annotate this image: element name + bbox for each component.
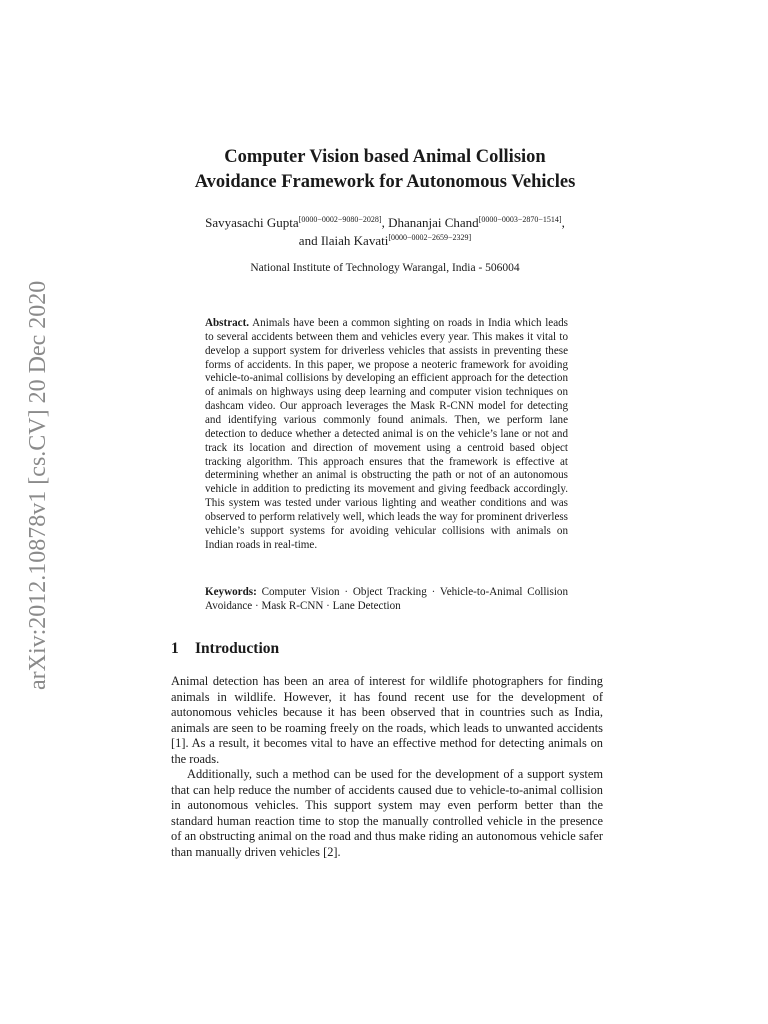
body-paragraph: Additionally, such a method can be used for the development of a support system that can help reduce the number of accidents caused due to vehicle-to-animal collision in autonomous vehicles. This support system may even perform better than the standard human reaction time to stop the manually controlled vehicle in the presence of an obstructing animal on the road and thus make riding an autonomous vehicle safer than manually driven vehicles [2]. [171,767,603,859]
paper-title [160,145,610,195]
arxiv-identifier-stamp: arXiv:2012.10878v1 [cs.CV] 20 Dec 2020 [25,280,51,690]
author-orcid: [0000−0002−9080−2028] [298,215,382,224]
affiliation: National Institute of Technology Warangal, India - 506004 [250,262,520,274]
title-line-1: Computer Vision based Animal Collision [224,147,546,167]
keywords-label: Keywords: [205,586,257,598]
body-paragraph: Animal detection has been an area of interest for wildlife photographers for finding animals in wildlife. However, it has found recent use for the development of autonomous vehicles because it has been observed that in countries such as India, animals are seen to be roaming freely on the roads, which leads to unwanted accidents [1]. As a result, it becomes vital to have an effective method for detecting animals on the roads. [171,674,603,766]
author-name: Savyasachi Gupta [205,215,299,230]
author-name: Dhananjai Chand [388,215,479,230]
abstract [205,317,568,553]
section-number: 1 [171,640,179,657]
abstract-text: Animals have been a common sighting on roads in India which leads to several accidents between them and vehicles every year. This makes it vital to develop a support system for driverless vehicles that assists in preventing these forms of accidents. In this paper, we propose a neoteric framework for avoiding vehicle-to-animal collisions by developing an efficient approach for the detection of animals on highways using deep learning and computer vision techniques on dashcam video. Our approach leverages the Mask R-CNN model for detecting and identifying various commonly found animals. Then, we perform lane detection to deduce whether a detected animal is on the vehicle’s lane or not and track its location and direction of movement using a centroid based object tracking algorithm. This approach ensures that the framework is effective at determining whether an animal is obstructing the path or not of an autonomous vehicle in addition to predicting its movement and giving feedback accordingly. This system was tested under various lighting and weather conditions and was observed to perform relatively well, which leads the way for prominent driverless vehicle’s support systems for avoiding vehicular collisions with animals on Indian roads in real-time. [205,317,569,551]
author-orcid: [0000−0002−2659−2329] [388,233,472,242]
author-list: Savyasachi Gupta[0000−0002−9080−2028], Dhananjai Chand[0000−0003−2870−1514], and Ilaiah Kavati[0000−0002−2659−2329] [205,215,565,248]
section-heading [171,640,279,658]
abstract-label: Abstract. [205,317,250,329]
author-name: Ilaiah Kavati [320,233,389,248]
section-title: Introduction [195,640,280,657]
author-orcid: [0000−0003−2870−1514] [478,215,562,224]
title-line-2: Avoidance Framework for Autonomous Vehicles [194,172,576,192]
section-body [171,674,603,860]
keywords [205,585,568,613]
keywords-text: Computer Vision · Object Tracking · Vehicle-to-Animal Collision Avoidance · Mask R-CNN · Lane Detection [205,586,568,612]
